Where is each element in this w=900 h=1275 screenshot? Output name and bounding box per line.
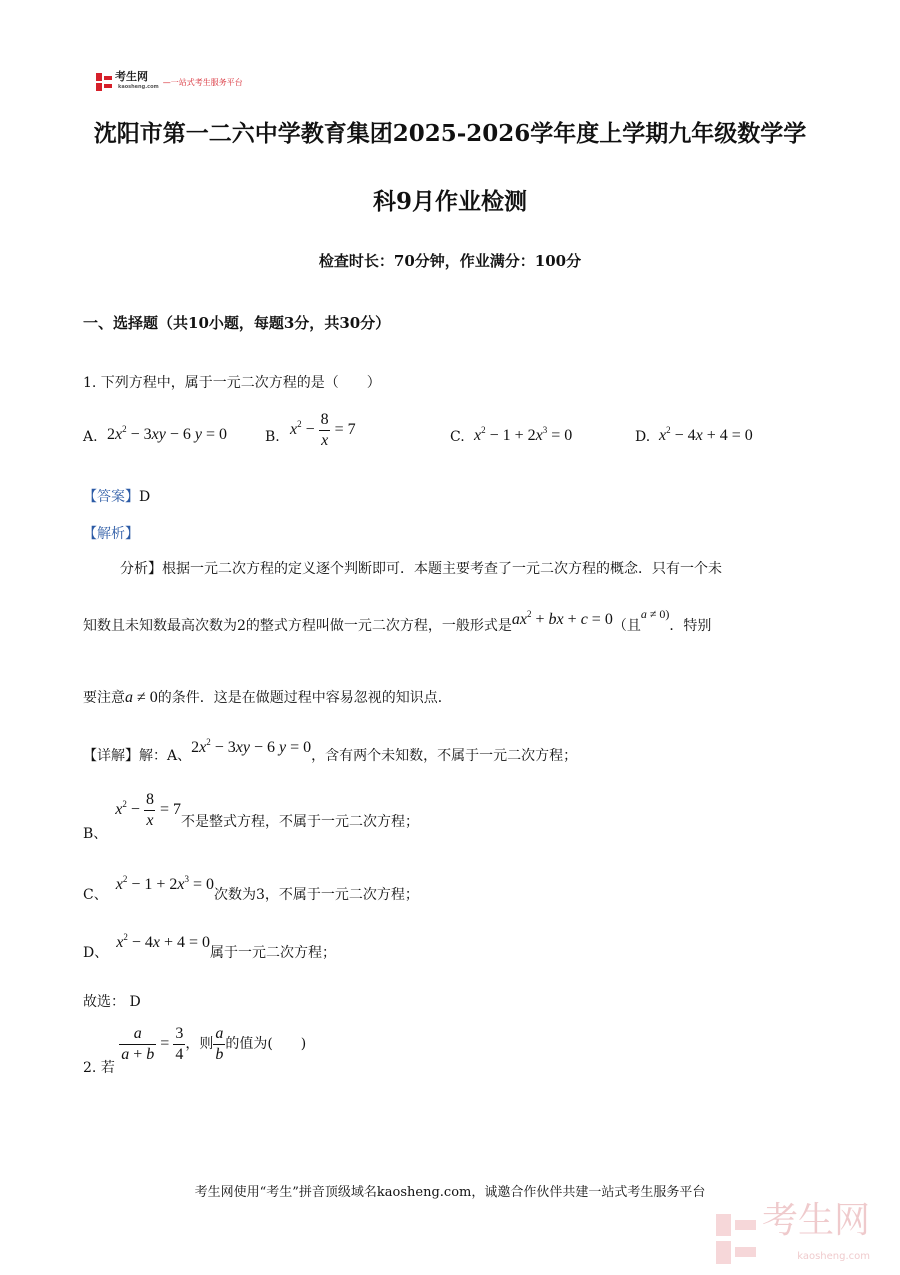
analysis-line-3: 要注意a ≠ 0的条件．这是在做题过程中容易忽视的知识点． xyxy=(83,689,452,706)
logo-name: 考生网 kaosheng.com xyxy=(115,71,159,93)
footer-text: 考生网使用“考生”拼音顶级域名kaosheng.com，诚邀合作伙伴共建一站式考生服务平台 xyxy=(194,1185,706,1200)
option-d-formula: $x^2 - 4x + 4 = 0$ xyxy=(659,425,753,444)
detail-c: C、$x^2 - 1 + 2x^3 = 0$次数为3，不属于一元二次方程； xyxy=(83,874,419,903)
answer-tag: 【答案】 xyxy=(83,489,139,505)
detail-a: 【详解】解：A、$2x^2 - 3xy - 6$ y = 0，含有两个未知数，不属于一元二次方程； xyxy=(83,737,578,764)
analysis-tag: 【解析】 xyxy=(83,526,139,542)
answer-line xyxy=(83,486,150,506)
option-d-label: D. xyxy=(635,429,651,445)
analysis-line-1: 分析】根据一元二次方程的定义逐个判断即可．本题主要考查了一元二次方程的概念．只有一个未 xyxy=(120,561,722,577)
choose-line: 故选： D xyxy=(83,994,141,1010)
logo-icon xyxy=(96,73,112,91)
option-c-formula: $x^2 - 1 + 2x^3 = 0$ xyxy=(474,425,573,444)
section-heading: 一、选择题（共10小题，每题3分，共30分） xyxy=(83,314,391,332)
detail-d: D、$x^2 - 4x + 4 = 0$属于一元二次方程； xyxy=(83,932,337,961)
exam-info: 检查时长：70分钟，作业满分：100分 xyxy=(318,252,582,270)
question-1-stem: 1. 下列方程中，属于一元二次方程的是（ ） xyxy=(83,375,381,391)
option-c-label: C. xyxy=(450,429,465,445)
detail-b: B、$x^2$ − $\frac{8}{x}$ = 7不是整式方程，不属于一元二次方程； xyxy=(83,791,419,843)
logo-slogan: —一站式考生服务平台 xyxy=(162,77,243,87)
page-title-line1: 沈阳市第一二六中学教育集团2025-2026学年度上学期九年级数学学 xyxy=(93,120,807,147)
answer-value: D xyxy=(139,489,151,505)
header-logo xyxy=(96,72,243,92)
watermark-icon xyxy=(716,1214,756,1264)
page-title-line2: 科9月作业检测 xyxy=(372,188,527,215)
watermark-name: 考生网 kaosheng.com xyxy=(762,1200,871,1262)
option-b-label: B. xyxy=(265,429,280,445)
option-a-formula: $2x^2 - 3xy - 6$ y = 0 xyxy=(107,424,228,443)
logo-domain: kaosheng.com xyxy=(118,84,159,90)
question-2-stem: 2. 若 $\frac{a}{a + b}$ = $\frac{3}{4}$ ，则 $\frac{a}{b}$ 的值为( ) xyxy=(83,1025,307,1077)
analysis-line-2: 知数且未知数最高次数为2的整式方程叫做一元二次方程，一般形式是$ax^2$ + bx + c = 0（且a ≠ 0)．特别 xyxy=(83,607,712,634)
watermark-logo xyxy=(716,1200,871,1275)
option-a-label: A. xyxy=(83,429,98,445)
option-b-formula: $x^2$ − $\frac{8}{x}$ = 7 xyxy=(290,411,356,449)
